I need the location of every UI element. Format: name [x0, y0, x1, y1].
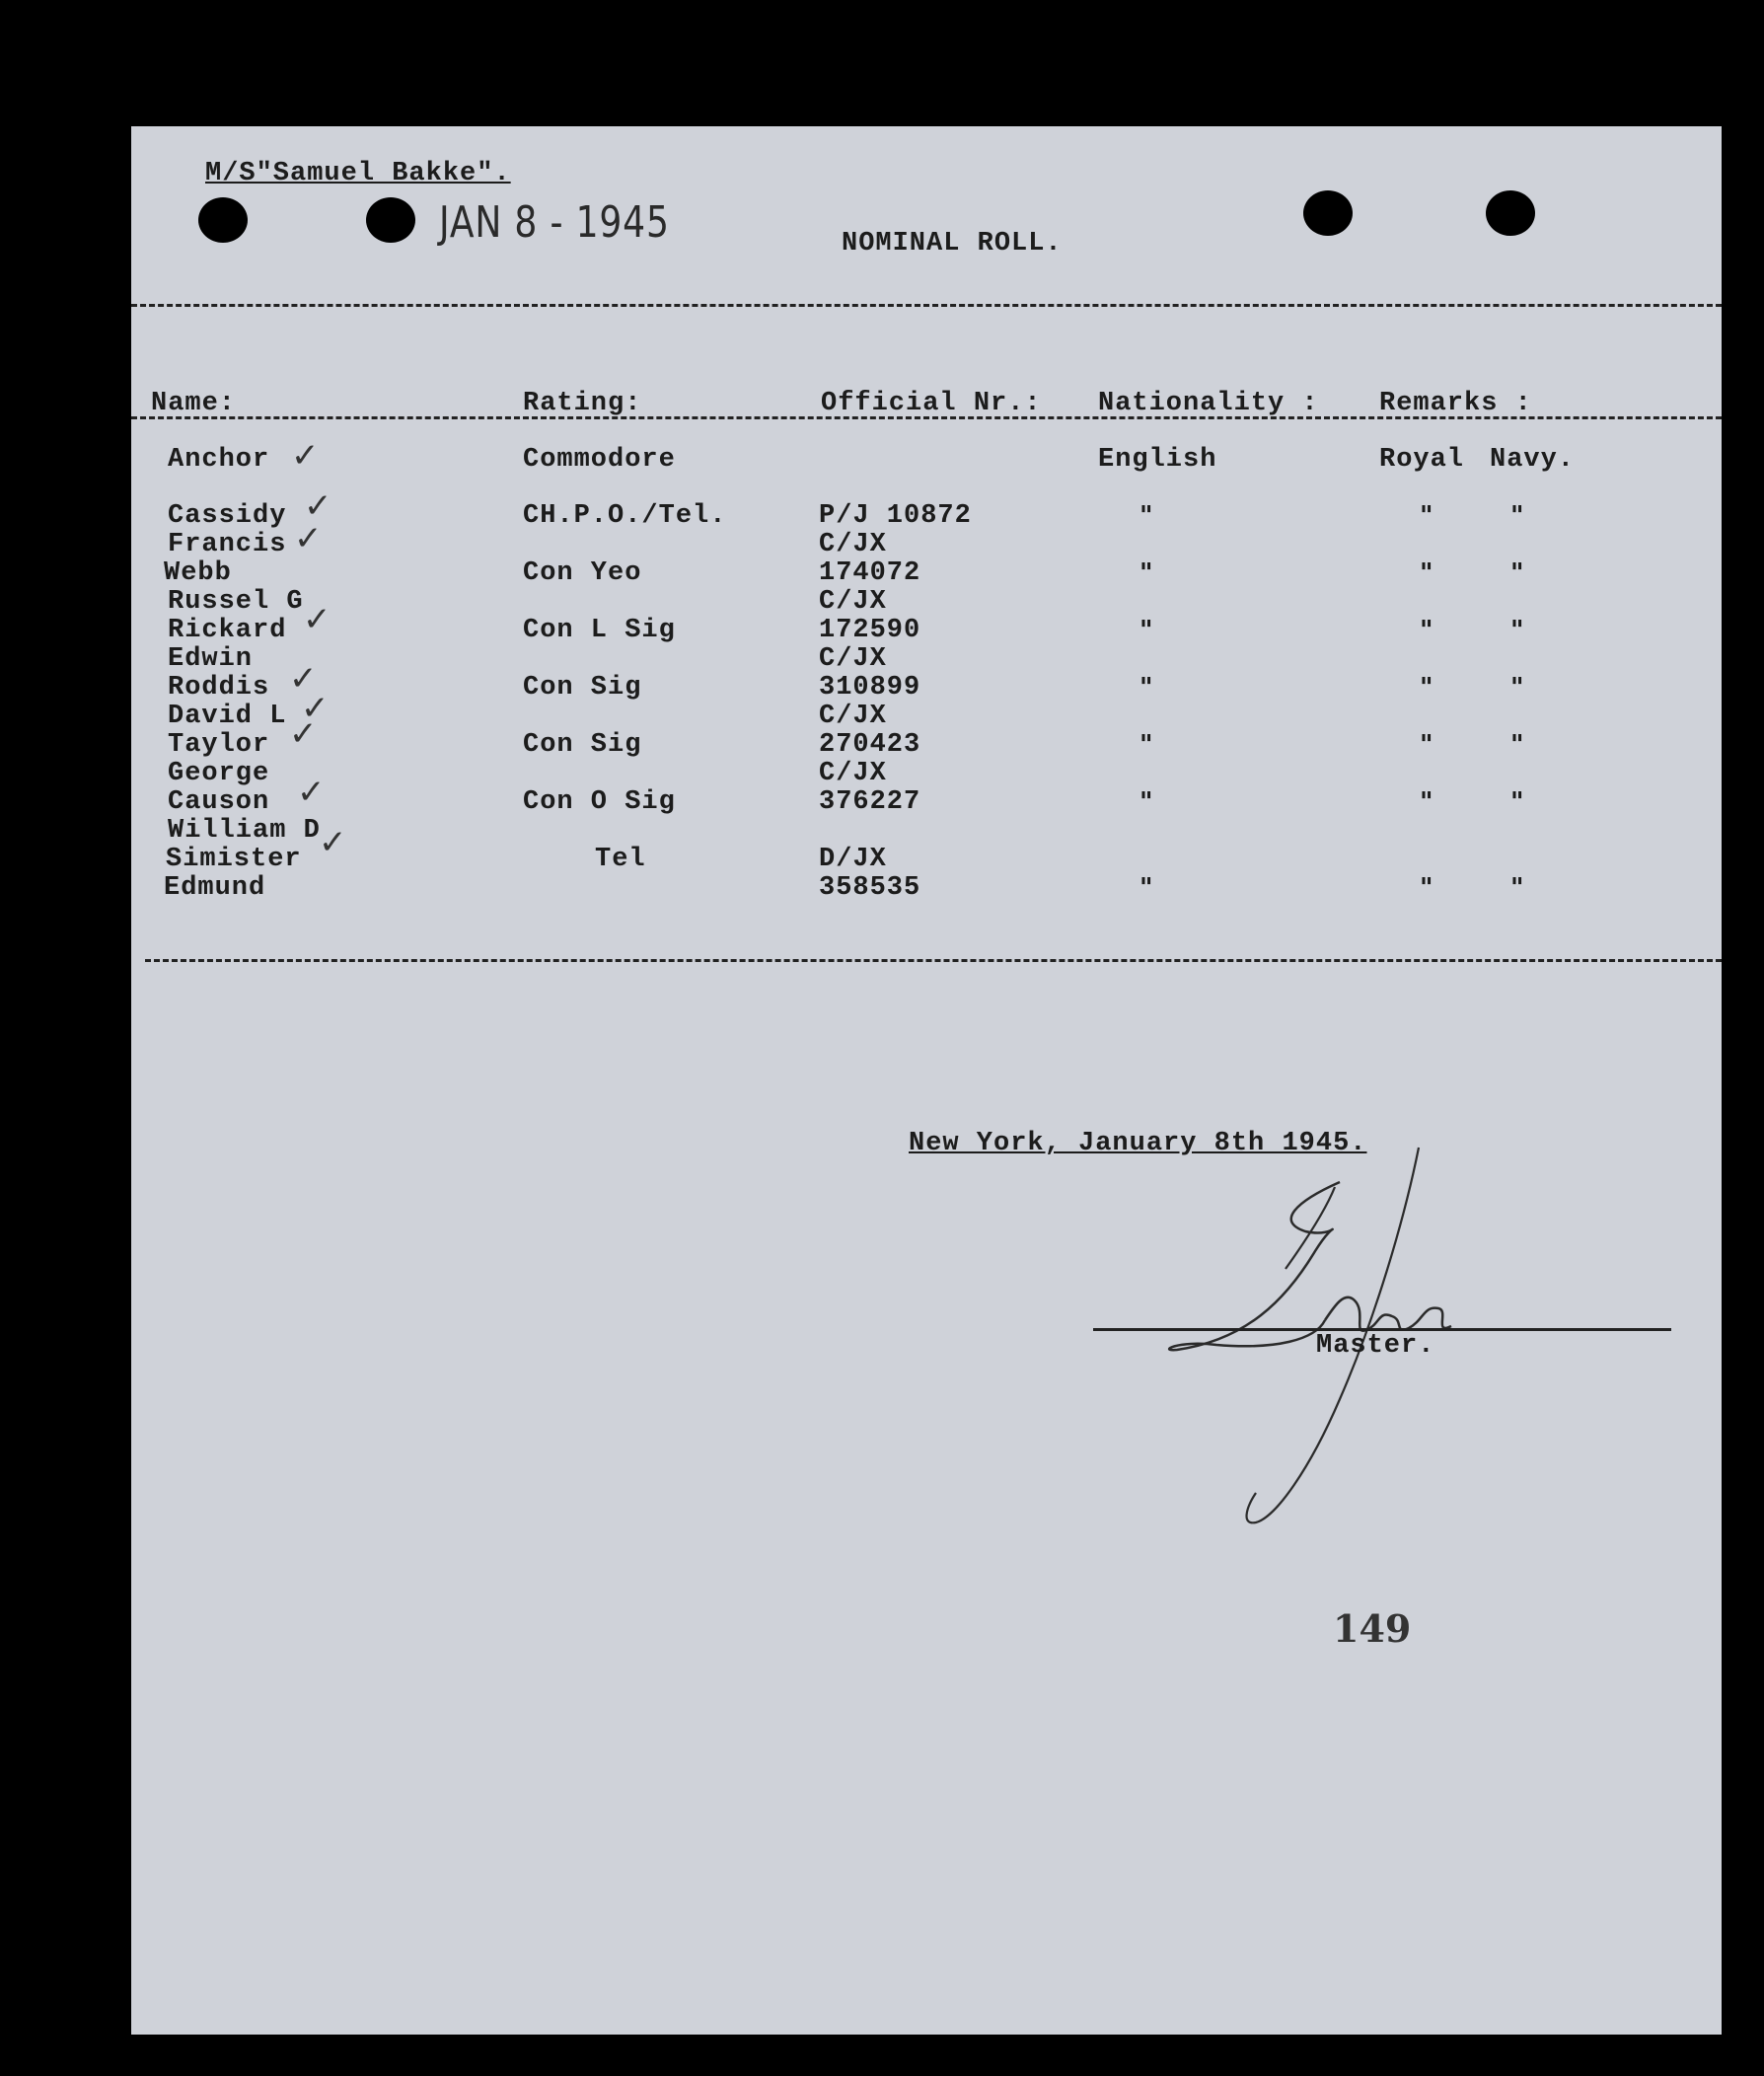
ditto-mark: " — [1139, 673, 1153, 703]
entry-prefix: C/JX — [819, 702, 887, 731]
check-mark-icon: ✓ — [303, 600, 331, 639]
ditto-mark: " — [1510, 873, 1524, 903]
entry-rating: Con L Sig — [523, 616, 676, 645]
entry-rating: Con Yeo — [523, 558, 642, 588]
entry-rating: CH.P.O./Tel. — [523, 501, 727, 531]
entry-official-number: 310899 — [819, 673, 921, 703]
check-mark-icon: ✓ — [289, 714, 318, 754]
place-date: New York, January 8th 1945. — [909, 1129, 1367, 1158]
ditto-mark: " — [1139, 616, 1153, 645]
page-title: NOMINAL ROLL. — [842, 229, 1063, 259]
entry-given-name: Edmund — [164, 873, 266, 903]
punch-hole — [198, 197, 248, 243]
entry-remark: Royal — [1379, 445, 1465, 475]
check-mark-icon: ✓ — [297, 773, 326, 812]
entry-official-number: 376227 — [819, 787, 921, 817]
entry-surname: Anchor — [168, 445, 270, 475]
entry-rating: Con O Sig — [523, 787, 676, 817]
check-mark-icon: ✓ — [289, 659, 318, 699]
entry-official-number: 358535 — [819, 873, 921, 903]
entry-rating: Con Sig — [523, 673, 642, 703]
ditto-mark: " — [1139, 787, 1153, 817]
entry-rating: Commodore — [523, 445, 676, 475]
header-nationality: Nationality : — [1098, 389, 1319, 418]
vessel-name: M/S"Samuel Bakke". — [205, 159, 511, 188]
entry-prefix: C/JX — [819, 644, 887, 674]
ditto-mark: " — [1420, 873, 1433, 903]
entry-surname: Simister — [166, 845, 302, 874]
entry-official-number: 270423 — [819, 730, 921, 760]
entry-official-number: 174072 — [819, 558, 921, 588]
document-page — [131, 126, 1722, 2035]
entry-nationality: English — [1098, 445, 1217, 475]
entry-given-name: David L — [168, 702, 287, 731]
ditto-mark: " — [1510, 787, 1524, 817]
entry-prefix: C/JX — [819, 587, 887, 617]
entry-prefix: C/JX — [819, 759, 887, 788]
entry-official-number: 172590 — [819, 616, 921, 645]
entry-rating: Tel — [595, 845, 646, 874]
ditto-mark: " — [1510, 501, 1524, 531]
ditto-mark: " — [1420, 501, 1433, 531]
check-mark-icon: ✓ — [291, 436, 320, 476]
entry-surname: Rickard — [168, 616, 287, 645]
ditto-mark: " — [1139, 558, 1153, 588]
ditto-mark: " — [1420, 787, 1433, 817]
header-remarks: Remarks : — [1379, 389, 1532, 418]
entry-surname: Causon — [168, 787, 270, 817]
entry-given-name: William D — [168, 816, 321, 846]
divider-rule — [131, 416, 1722, 419]
signature-role: Master. — [1316, 1331, 1435, 1361]
check-mark-icon: ✓ — [301, 689, 330, 728]
entry-surname: Cassidy — [168, 501, 287, 531]
check-mark-icon: ✓ — [304, 486, 332, 526]
ditto-mark: " — [1510, 558, 1524, 588]
header-rating: Rating: — [523, 389, 642, 418]
entry-surname: Taylor — [168, 730, 270, 760]
entry-surname: Roddis — [168, 673, 270, 703]
punch-hole — [1486, 190, 1535, 236]
entry-given-name: George — [168, 759, 270, 788]
punch-hole — [366, 197, 415, 243]
entry-rating: Con Sig — [523, 730, 642, 760]
divider-rule — [145, 959, 1722, 962]
header-name: Name: — [151, 389, 237, 418]
ditto-mark: " — [1139, 873, 1153, 903]
entry-given-name: Francis — [168, 530, 287, 559]
divider-rule — [131, 304, 1722, 307]
entry-remark: Navy. — [1490, 445, 1576, 475]
entry-given-name: Russel G — [168, 587, 304, 617]
entry-prefix: C/JX — [819, 530, 887, 559]
date-stamp: JAN 8 - 1945 — [439, 197, 670, 248]
ditto-mark: " — [1139, 501, 1153, 531]
ditto-mark: " — [1420, 558, 1433, 588]
entry-official-number: P/J 10872 — [819, 501, 972, 531]
header-official-nr: Official Nr.: — [821, 389, 1042, 418]
check-mark-icon: ✓ — [294, 519, 323, 558]
entry-prefix: D/JX — [819, 845, 887, 874]
ditto-mark: " — [1510, 730, 1524, 760]
ditto-mark: " — [1420, 616, 1433, 645]
entry-given-name: Edwin — [168, 644, 254, 674]
punch-hole — [1303, 190, 1353, 236]
ditto-mark: " — [1510, 616, 1524, 645]
ditto-mark: " — [1510, 673, 1524, 703]
ditto-mark: " — [1420, 730, 1433, 760]
ditto-mark: " — [1420, 673, 1433, 703]
entry-surname: Webb — [164, 558, 232, 588]
page-number: 149 — [1333, 1606, 1412, 1651]
check-mark-icon: ✓ — [319, 823, 347, 862]
ditto-mark: " — [1139, 730, 1153, 760]
